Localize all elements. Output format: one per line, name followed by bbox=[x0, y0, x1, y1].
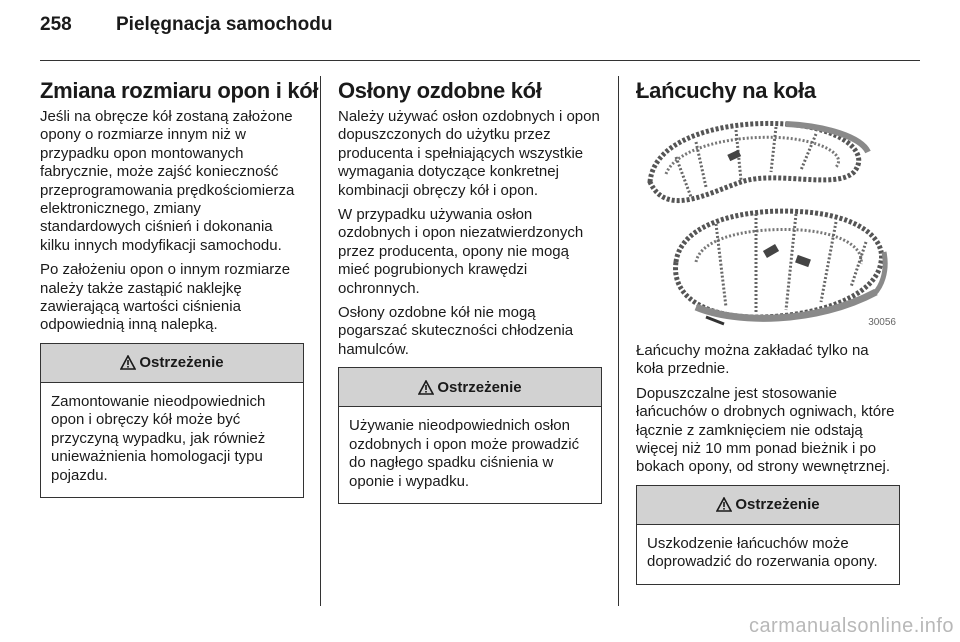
paragraph: Dopuszczalne jest stosowanie łańcuchów o drobnych ogniwach, które łącznie z zamknięciem nie odstają więcej niż 10 mm ponad bieżnik i po bokach opony, od strony wewnętrznej. bbox=[636, 384, 895, 476]
column-tire-size bbox=[40, 78, 319, 498]
watermark: carmanualsonline.info bbox=[748, 615, 954, 637]
section-title: Pielęgnacja samochodu bbox=[116, 14, 333, 35]
warning-box bbox=[636, 485, 900, 585]
paragraph: Osłony ozdobne kół nie mogą pogarszać skuteczności chłodzenia hamulców. bbox=[338, 304, 574, 358]
warning-triangle-icon bbox=[418, 380, 434, 395]
warning-header bbox=[41, 344, 303, 383]
section-heading: Zmiana rozmiaru opon i kół bbox=[40, 78, 319, 103]
paragraph: Łańcuchy można zakładać tylko na koła przednie. bbox=[636, 342, 869, 378]
paragraph: Po założeniu opon o innym rozmiarze należy także zastąpić naklejkę zawierającą wartości ciśnienia odpowiednią inną nalepką. bbox=[40, 261, 291, 334]
warning-title: Ostrzeżenie bbox=[437, 378, 522, 396]
warning-triangle-icon bbox=[716, 497, 732, 512]
warning-header bbox=[637, 486, 899, 525]
paragraph: Jeśli na obręcze kół zostaną założone opony o rozmiarze innym niż w przypadku opon montowanych fabrycznie, może zajść konieczność przeprogramowania prędkościomierza elektronicznego, zmiany standardowych ciśnień i dokonania kilku innych modyfikacji samochodu. bbox=[40, 108, 295, 254]
warning-text: Uszkodzenie łańcuchów może doprowadzić do rozerwania opony. bbox=[647, 534, 878, 571]
column-divider bbox=[320, 76, 321, 606]
column-snow-chains bbox=[636, 78, 900, 585]
section-heading: Osłony ozdobne kół bbox=[338, 78, 542, 103]
warning-header bbox=[339, 368, 601, 407]
paragraph: W przypadku używania osłon ozdobnych i opon niezatwierdzonych przez producenta, opony nie mogą mieć pogrubionych krawędzi ochronnych. bbox=[338, 206, 584, 297]
warning-triangle-icon bbox=[120, 355, 136, 370]
warning-title: Ostrzeżenie bbox=[139, 354, 224, 372]
page-number: 258 bbox=[40, 14, 72, 35]
snow-chain-drawing bbox=[636, 112, 900, 332]
column-wheel-covers bbox=[338, 78, 602, 504]
page-header bbox=[40, 14, 332, 36]
section-heading: Łańcuchy na koła bbox=[636, 78, 816, 103]
warning-title: Ostrzeżenie bbox=[735, 496, 820, 514]
header-rule bbox=[40, 60, 920, 61]
warning-text: Używanie nieodpowiednich osłon ozdobnych i opon może prowadzić do nagłego spadku ciśnienia w oponie i wypadku. bbox=[349, 417, 580, 490]
column-divider bbox=[618, 76, 619, 606]
warning-text: Zamontowanie nieodpowiednich opon i obręczy kół może być przyczyną wypadku, jak również unieważnienia homologacji typu pojazdu. bbox=[51, 392, 266, 484]
warning-box bbox=[40, 343, 304, 498]
paragraph: Należy używać osłon ozdobnych i opon dopuszczonych do użytku przez producenta i spełniających wszystkie wymagania dotyczące konkretnej kombinacji obręczy kół i opon. bbox=[338, 108, 600, 199]
figure-number: 30056 bbox=[868, 317, 896, 328]
snow-chain-illustration bbox=[636, 112, 900, 332]
warning-box bbox=[338, 367, 602, 504]
